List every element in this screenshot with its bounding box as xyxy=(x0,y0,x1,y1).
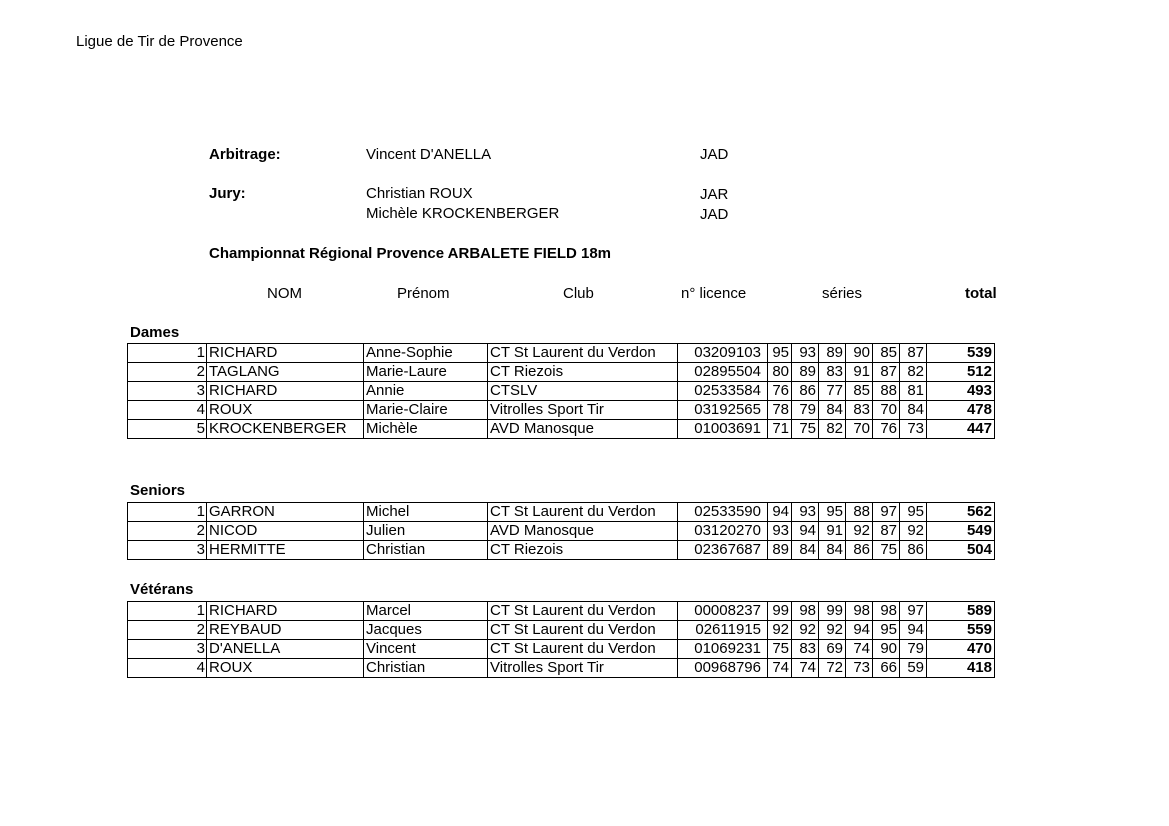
series-score-cell: 93 xyxy=(792,503,819,522)
club-cell: CT St Laurent du Verdon xyxy=(488,503,678,522)
series-score-cell: 76 xyxy=(768,382,792,401)
series-score-cell: 92 xyxy=(900,522,927,541)
series-score-cell: 92 xyxy=(846,522,873,541)
series-score-cell: 88 xyxy=(873,382,900,401)
table-row xyxy=(128,602,995,621)
total-cell: 539 xyxy=(927,344,995,363)
series-score-cell: 73 xyxy=(846,659,873,678)
table-row xyxy=(128,503,995,522)
jury-label: Jury: xyxy=(209,185,246,202)
series-score-cell: 82 xyxy=(900,363,927,382)
total-cell: 418 xyxy=(927,659,995,678)
series-score-cell: 97 xyxy=(873,503,900,522)
series-score-cell: 74 xyxy=(768,659,792,678)
series-score-cell: 81 xyxy=(900,382,927,401)
table-row xyxy=(128,344,995,363)
series-score-cell: 89 xyxy=(768,541,792,560)
club-cell: CT St Laurent du Verdon xyxy=(488,640,678,659)
prenom-cell: Marie-Claire xyxy=(364,401,488,420)
series-score-cell: 95 xyxy=(768,344,792,363)
licence-cell: 03120270 xyxy=(678,522,768,541)
nom-cell: RICHARD xyxy=(207,382,364,401)
series-score-cell: 83 xyxy=(792,640,819,659)
total-cell: 447 xyxy=(927,420,995,439)
nom-cell: ROUX xyxy=(207,401,364,420)
rank-cell: 4 xyxy=(128,401,207,420)
series-score-cell: 94 xyxy=(792,522,819,541)
total-cell: 562 xyxy=(927,503,995,522)
rank-cell: 1 xyxy=(128,602,207,621)
licence-cell: 01003691 xyxy=(678,420,768,439)
series-score-cell: 74 xyxy=(846,640,873,659)
prenom-cell: Anne-Sophie xyxy=(364,344,488,363)
licence-cell: 03209103 xyxy=(678,344,768,363)
club-cell: CT Riezois xyxy=(488,363,678,382)
series-score-cell: 75 xyxy=(873,541,900,560)
results-table-seniors xyxy=(127,502,995,560)
column-header-total: total xyxy=(965,285,997,302)
series-score-cell: 70 xyxy=(873,401,900,420)
series-score-cell: 86 xyxy=(792,382,819,401)
championship-title: Championnat Régional Provence ARBALETE FIELD 18m xyxy=(209,245,612,262)
series-score-cell: 66 xyxy=(873,659,900,678)
club-cell: Vitrolles Sport Tir xyxy=(488,659,678,678)
arbitrage-name: Vincent D'ANELLA xyxy=(366,146,492,163)
licence-cell: 02895504 xyxy=(678,363,768,382)
series-score-cell: 79 xyxy=(900,640,927,659)
nom-cell: REYBAUD xyxy=(207,621,364,640)
series-score-cell: 93 xyxy=(768,522,792,541)
rank-cell: 2 xyxy=(128,363,207,382)
series-score-cell: 98 xyxy=(792,602,819,621)
series-score-cell: 88 xyxy=(846,503,873,522)
jury-member-name: Michèle KROCKENBERGER xyxy=(366,205,560,222)
prenom-cell: Marie-Laure xyxy=(364,363,488,382)
series-score-cell: 89 xyxy=(819,344,846,363)
results-table-veterans xyxy=(127,601,995,678)
series-score-cell: 95 xyxy=(819,503,846,522)
total-cell: 470 xyxy=(927,640,995,659)
series-score-cell: 74 xyxy=(792,659,819,678)
series-score-cell: 85 xyxy=(873,344,900,363)
table-row xyxy=(128,640,995,659)
club-cell: AVD Manosque xyxy=(488,522,678,541)
table-row xyxy=(128,522,995,541)
prenom-cell: Julien xyxy=(364,522,488,541)
series-score-cell: 89 xyxy=(792,363,819,382)
licence-cell: 03192565 xyxy=(678,401,768,420)
series-score-cell: 94 xyxy=(846,621,873,640)
rank-cell: 2 xyxy=(128,621,207,640)
nom-cell: RICHARD xyxy=(207,602,364,621)
rank-cell: 4 xyxy=(128,659,207,678)
series-score-cell: 84 xyxy=(819,401,846,420)
club-cell: CTSLV xyxy=(488,382,678,401)
club-cell: CT Riezois xyxy=(488,541,678,560)
prenom-cell: Michel xyxy=(364,503,488,522)
series-score-cell: 75 xyxy=(792,420,819,439)
series-score-cell: 75 xyxy=(768,640,792,659)
column-header-club: Club xyxy=(563,285,594,302)
nom-cell: D'ANELLA xyxy=(207,640,364,659)
nom-cell: TAGLANG xyxy=(207,363,364,382)
series-score-cell: 91 xyxy=(819,522,846,541)
column-header-prenom: Prénom xyxy=(397,285,450,302)
jury-member-grade: JAR xyxy=(700,186,729,203)
prenom-cell: Annie xyxy=(364,382,488,401)
table-row xyxy=(128,363,995,382)
series-score-cell: 97 xyxy=(900,602,927,621)
jury-member-grade: JAD xyxy=(700,206,729,223)
series-score-cell: 91 xyxy=(846,363,873,382)
arbitrage-grade: JAD xyxy=(700,146,729,163)
nom-cell: NICOD xyxy=(207,522,364,541)
total-cell: 493 xyxy=(927,382,995,401)
series-score-cell: 90 xyxy=(873,640,900,659)
nom-cell: ROUX xyxy=(207,659,364,678)
table-row xyxy=(128,382,995,401)
club-cell: CT St Laurent du Verdon xyxy=(488,344,678,363)
series-score-cell: 71 xyxy=(768,420,792,439)
total-cell: 549 xyxy=(927,522,995,541)
rank-cell: 1 xyxy=(128,503,207,522)
prenom-cell: Jacques xyxy=(364,621,488,640)
series-score-cell: 86 xyxy=(846,541,873,560)
series-score-cell: 83 xyxy=(846,401,873,420)
series-score-cell: 59 xyxy=(900,659,927,678)
rank-cell: 2 xyxy=(128,522,207,541)
rank-cell: 1 xyxy=(128,344,207,363)
column-header-licence: n° licence xyxy=(681,285,747,302)
prenom-cell: Christian xyxy=(364,659,488,678)
series-score-cell: 86 xyxy=(900,541,927,560)
total-cell: 504 xyxy=(927,541,995,560)
prenom-cell: Vincent xyxy=(364,640,488,659)
series-score-cell: 79 xyxy=(792,401,819,420)
series-score-cell: 82 xyxy=(819,420,846,439)
table-row xyxy=(128,420,995,439)
series-score-cell: 84 xyxy=(819,541,846,560)
licence-cell: 01069231 xyxy=(678,640,768,659)
jury-member-name: Christian ROUX xyxy=(366,185,473,202)
series-score-cell: 70 xyxy=(846,420,873,439)
total-cell: 559 xyxy=(927,621,995,640)
series-score-cell: 99 xyxy=(819,602,846,621)
group-title-seniors: Seniors xyxy=(130,482,186,499)
series-score-cell: 92 xyxy=(819,621,846,640)
group-title-veterans: Vétérans xyxy=(130,581,194,598)
club-cell: Vitrolles Sport Tir xyxy=(488,401,678,420)
results-table-dames xyxy=(127,343,995,439)
series-score-cell: 92 xyxy=(792,621,819,640)
series-score-cell: 92 xyxy=(768,621,792,640)
table-row xyxy=(128,401,995,420)
series-score-cell: 98 xyxy=(873,602,900,621)
nom-cell: HERMITTE xyxy=(207,541,364,560)
rank-cell: 5 xyxy=(128,420,207,439)
total-cell: 512 xyxy=(927,363,995,382)
series-score-cell: 77 xyxy=(819,382,846,401)
total-cell: 478 xyxy=(927,401,995,420)
nom-cell: KROCKENBERGER xyxy=(207,420,364,439)
prenom-cell: Michèle xyxy=(364,420,488,439)
licence-cell: 02611915 xyxy=(678,621,768,640)
licence-cell: 02367687 xyxy=(678,541,768,560)
series-score-cell: 85 xyxy=(846,382,873,401)
arbitrage-label: Arbitrage: xyxy=(209,146,281,163)
series-score-cell: 87 xyxy=(873,363,900,382)
org-name: Ligue de Tir de Provence xyxy=(76,33,243,50)
table-row xyxy=(128,621,995,640)
licence-cell: 02533584 xyxy=(678,382,768,401)
prenom-cell: Christian xyxy=(364,541,488,560)
rank-cell: 3 xyxy=(128,382,207,401)
series-score-cell: 80 xyxy=(768,363,792,382)
nom-cell: RICHARD xyxy=(207,344,364,363)
series-score-cell: 78 xyxy=(768,401,792,420)
series-score-cell: 72 xyxy=(819,659,846,678)
series-score-cell: 84 xyxy=(792,541,819,560)
series-score-cell: 73 xyxy=(900,420,927,439)
column-header-series: séries xyxy=(822,285,863,302)
series-score-cell: 94 xyxy=(768,503,792,522)
series-score-cell: 90 xyxy=(846,344,873,363)
series-score-cell: 95 xyxy=(873,621,900,640)
licence-cell: 00008237 xyxy=(678,602,768,621)
table-row xyxy=(128,541,995,560)
series-score-cell: 94 xyxy=(900,621,927,640)
series-score-cell: 84 xyxy=(900,401,927,420)
licence-cell: 02533590 xyxy=(678,503,768,522)
series-score-cell: 69 xyxy=(819,640,846,659)
series-score-cell: 93 xyxy=(792,344,819,363)
series-score-cell: 87 xyxy=(900,344,927,363)
rank-cell: 3 xyxy=(128,640,207,659)
group-title-dames: Dames xyxy=(130,324,180,341)
series-score-cell: 99 xyxy=(768,602,792,621)
column-header-nom: NOM xyxy=(267,285,302,302)
club-cell: AVD Manosque xyxy=(488,420,678,439)
licence-cell: 00968796 xyxy=(678,659,768,678)
series-score-cell: 95 xyxy=(900,503,927,522)
series-score-cell: 76 xyxy=(873,420,900,439)
club-cell: CT St Laurent du Verdon xyxy=(488,602,678,621)
total-cell: 589 xyxy=(927,602,995,621)
series-score-cell: 98 xyxy=(846,602,873,621)
club-cell: CT St Laurent du Verdon xyxy=(488,621,678,640)
table-row xyxy=(128,659,995,678)
prenom-cell: Marcel xyxy=(364,602,488,621)
nom-cell: GARRON xyxy=(207,503,364,522)
series-score-cell: 83 xyxy=(819,363,846,382)
series-score-cell: 87 xyxy=(873,522,900,541)
rank-cell: 3 xyxy=(128,541,207,560)
